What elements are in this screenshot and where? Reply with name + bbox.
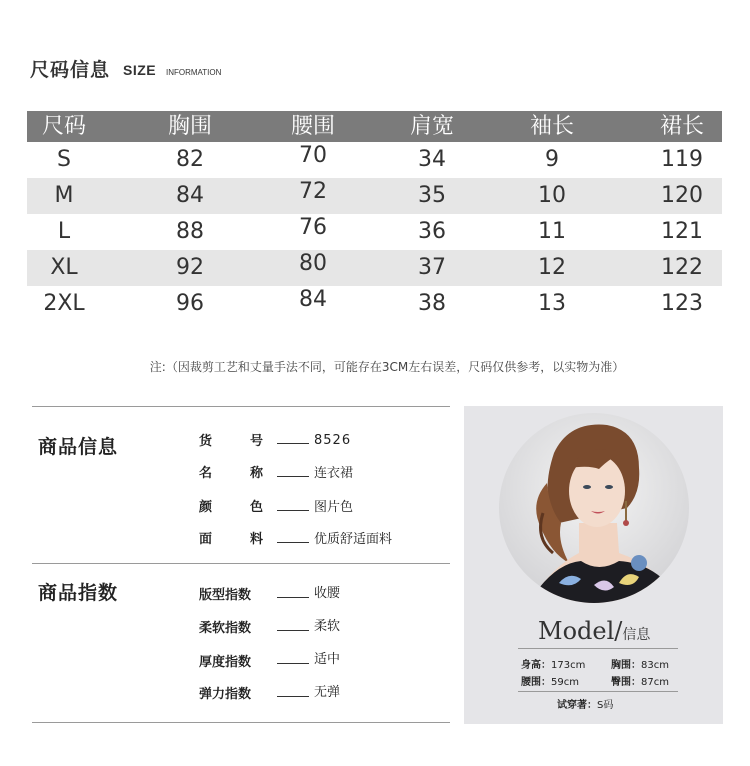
dash-line xyxy=(277,510,309,511)
info-value: 8526 xyxy=(314,433,352,448)
header-cell: 肩宽 xyxy=(409,114,454,139)
table-cell: 120 xyxy=(661,183,703,208)
model-height-value: 173cm xyxy=(551,660,586,671)
size-cell: M xyxy=(54,183,74,208)
index-value: 适中 xyxy=(314,652,341,667)
product-info-title: 商品信息 xyxy=(38,436,119,458)
table-row xyxy=(27,142,722,178)
dash-line xyxy=(277,542,309,543)
header-cell: 胸围 xyxy=(167,114,212,139)
info-value: 优质舒适面料 xyxy=(314,532,393,547)
model-waist xyxy=(521,673,579,688)
table-cell: 35 xyxy=(418,183,446,208)
size-section-title-en: SIZE xyxy=(123,62,157,78)
model-height-label: 身高： xyxy=(521,660,551,671)
size-table xyxy=(27,111,722,322)
index-label: 厚度指数 xyxy=(199,655,252,670)
table-cell: 34 xyxy=(418,147,446,172)
info-value: 连衣裙 xyxy=(314,466,354,481)
header-cell: 腰围 xyxy=(290,114,335,139)
table-cell: 36 xyxy=(418,219,446,244)
table-cell: 119 xyxy=(661,147,703,172)
model-title-en: Model/ xyxy=(538,617,623,645)
model-tried-size xyxy=(557,696,613,711)
size-cell: L xyxy=(57,219,71,244)
dash-line xyxy=(277,443,309,444)
size-cell: S xyxy=(57,147,71,172)
size-section-title-en-small: INFORMATION xyxy=(166,68,222,77)
divider xyxy=(32,563,450,564)
table-cell: 82 xyxy=(176,147,204,172)
info-label: 面料 xyxy=(199,532,263,547)
size-table-header xyxy=(27,111,722,142)
header-cell: 袖长 xyxy=(529,114,574,139)
table-cell: 88 xyxy=(176,219,204,244)
model-waist-label: 腰围： xyxy=(521,677,551,688)
table-cell: 72 xyxy=(299,179,327,204)
model-bust-label: 胸围： xyxy=(611,660,641,671)
size-section-title: 尺码信息 xyxy=(30,59,111,81)
index-label: 版型指数 xyxy=(199,588,252,603)
model-tried-value: S码 xyxy=(597,700,614,711)
table-cell: 10 xyxy=(538,183,566,208)
size-cell: XL xyxy=(50,255,78,280)
table-row xyxy=(27,178,722,214)
dash-line xyxy=(277,696,309,697)
table-row xyxy=(27,250,722,286)
header-cell: 裙长 xyxy=(659,114,704,139)
model-title-cn: 信息 xyxy=(622,627,651,643)
info-label: 名称 xyxy=(199,466,263,481)
model-hip-value: 87cm xyxy=(641,677,669,688)
divider xyxy=(32,722,450,723)
dash-line xyxy=(277,663,309,664)
table-cell: 11 xyxy=(538,219,566,244)
table-cell: 13 xyxy=(538,291,566,316)
index-value: 柔软 xyxy=(314,619,341,634)
product-index-title: 商品指数 xyxy=(38,582,119,604)
table-cell: 70 xyxy=(299,143,327,168)
table-cell: 123 xyxy=(661,291,703,316)
table-cell: 37 xyxy=(418,255,446,280)
header-cell: 尺码 xyxy=(41,114,86,139)
table-cell: 121 xyxy=(661,219,703,244)
table-cell: 84 xyxy=(176,183,204,208)
table-cell: 38 xyxy=(418,291,446,316)
model-photo xyxy=(499,413,689,603)
table-row xyxy=(27,286,722,322)
table-cell: 96 xyxy=(176,291,204,316)
model-height xyxy=(521,656,585,671)
dash-line xyxy=(277,630,309,631)
table-cell: 76 xyxy=(299,215,327,240)
info-label: 货号 xyxy=(199,434,263,449)
table-row xyxy=(27,214,722,250)
model-title xyxy=(538,617,650,645)
model-bust-value: 83cm xyxy=(641,660,669,671)
info-label: 颜色 xyxy=(199,500,263,515)
table-cell: 9 xyxy=(545,147,559,172)
table-cell: 80 xyxy=(299,251,327,276)
index-value: 无弹 xyxy=(314,685,341,700)
table-cell: 12 xyxy=(538,255,566,280)
info-value: 图片色 xyxy=(314,500,354,515)
divider xyxy=(32,406,450,407)
index-label: 柔软指数 xyxy=(199,621,252,636)
table-cell: 122 xyxy=(661,255,703,280)
size-note: 注:（因裁剪工艺和丈量手法不同，可能存在3CM左右误差，尺码仅供参考，以实物为准） xyxy=(149,360,625,374)
table-cell: 84 xyxy=(299,287,327,312)
model-hip-label: 臀围： xyxy=(611,677,641,688)
index-value: 收腰 xyxy=(314,586,341,601)
dash-line xyxy=(277,476,309,477)
model-waist-value: 59cm xyxy=(551,677,579,688)
index-label: 弹力指数 xyxy=(199,687,252,702)
size-cell: 2XL xyxy=(43,291,85,316)
dash-line xyxy=(277,597,309,598)
table-cell: 92 xyxy=(176,255,204,280)
model-tried-label: 试穿著： xyxy=(557,700,597,711)
divider xyxy=(518,691,678,692)
model-hip xyxy=(611,673,669,688)
model-portrait-image xyxy=(499,413,689,603)
model-bust xyxy=(611,656,669,671)
divider xyxy=(518,648,678,649)
